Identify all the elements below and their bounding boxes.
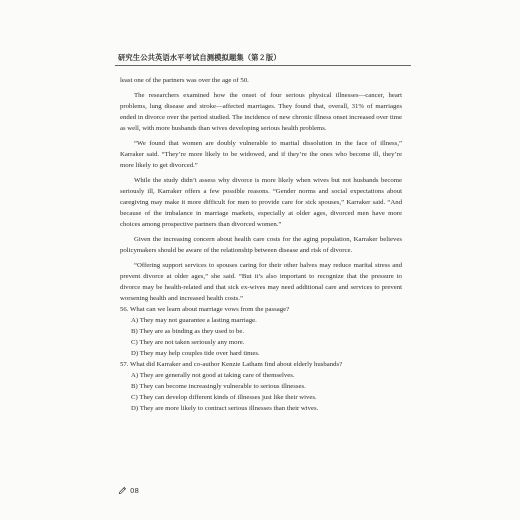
- running-header: 研究生公共英语水平考试自测模拟题集（第２版）: [118, 53, 281, 62]
- page-body: [120, 75, 402, 414]
- answer-option: A) They are generally not good at taking care of themselves.: [131, 372, 295, 379]
- answer-option: C) They can develop different kinds of illnesses just like their wives.: [131, 394, 317, 401]
- page-footer: [118, 486, 139, 495]
- answer-option: D) They are more likely to contract serious illnesses than their wives.: [131, 405, 319, 412]
- passage-paragraph: least one of the partners was over the age of 50.: [120, 77, 249, 84]
- passage-paragraph: While the study didn’t assess why divorce is more likely when wives but not husbands become seriously ill, Karraker offers a few possible reasons. “Gender norms and social expectations about caregiving may make it more difficult for men to provide care for sick spouses,” Karraker said. “And because of the imbalance in marriage markets, especially at older ages, divorced men have more choices among prospective partners than divorced women.”: [120, 177, 402, 228]
- answer-option: B) They can become increasingly vulnerable to serious illnesses.: [131, 383, 306, 390]
- question-stem: 56. What can we learn about marriage vows from the passage?: [120, 306, 290, 313]
- answer-option: B) They are as binding as they used to be.: [131, 328, 245, 335]
- question-stem: 57. What did Karraker and co-author Kenzie Latham find about elderly husbands?: [120, 361, 343, 368]
- page-number: 08: [130, 486, 139, 495]
- question-block: [120, 359, 402, 414]
- answer-option: A) They may not guarantee a lasting marriage.: [131, 317, 257, 324]
- answer-option: C) They are not taken seriously any more.: [131, 339, 245, 346]
- passage-paragraph: “Offering support services to spouses caring for their other halves may reduce marital stress and prevent divorce at older ages,” she said. “But it’s also important to recognize that the pressure to divorce may be health-related and that sick ex-wives may need additional care and services to prevent worsening health and increased health costs.”: [120, 262, 402, 302]
- question-block: [120, 304, 402, 359]
- passage-paragraph: Given the increasing concern about health care costs for the aging population, Karraker believes policymakers should be aware of the relationship between disease and risk of divorce.: [120, 236, 402, 254]
- pencil-icon: [118, 486, 127, 495]
- passage-paragraph: The researchers examined how the onset of four serious physical illnesses—cancer, heart problems, lung disease and stroke—affected marriages. They found that, overall, 31% of marriages ended in divorce over the period studied. The incidence of new chronic illness onset increased over time as well, with more husbands than wives developing serious health problems.: [120, 92, 402, 132]
- header-rule: [115, 65, 411, 66]
- answer-option: D) They may help couples tide over hard times.: [131, 350, 260, 357]
- passage-paragraph: “We found that women are doubly vulnerable to marital dissolution in the face of illness,” Karraker said. “They’re more likely to be widowed, and if they’re the ones who become ill, they’re more likely to get divorced.”: [120, 140, 402, 169]
